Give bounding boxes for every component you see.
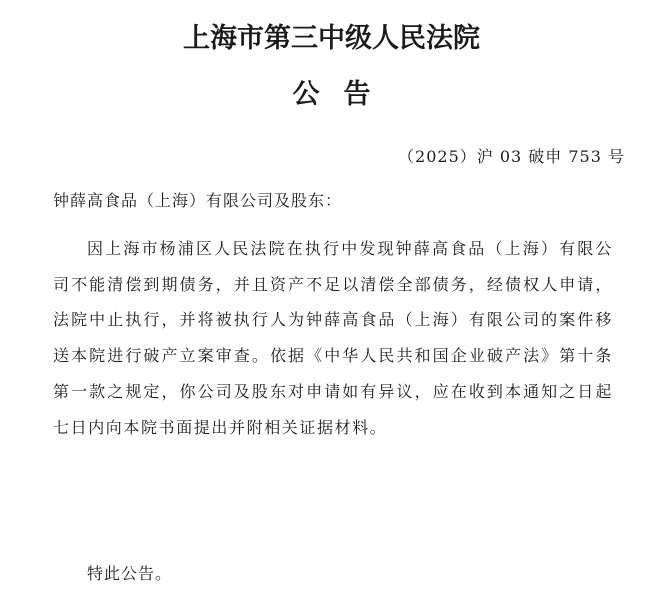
document-title: 公告 (292, 79, 395, 110)
closing-statement: 特此公告。 (87, 564, 173, 583)
addressee: 钟薛高食品（上海）有限公司及股东： (53, 191, 343, 210)
case-number: （2025）沪 03 破申 753 号 (398, 147, 625, 166)
court-name: 上海市第三中级人民法院 (183, 23, 480, 54)
announcement-body: 因上海市杨浦区人民法院在执行中发现钟薛高食品（上海）有限公司不能清偿到期债务，并且资产不足以清偿全部债务，经债权人申请，法院中止执行，并将被执行人为钟薛高食品（上海）有限公司的案件移送本院进行破产立案审查。依据《中华人民共和国企业破产法》第十条第一款之规定，你公司及股东对申请如有异议，应在收到本通知之日起七日内向本院书面提出并附相关证据材料。 (53, 239, 613, 437)
